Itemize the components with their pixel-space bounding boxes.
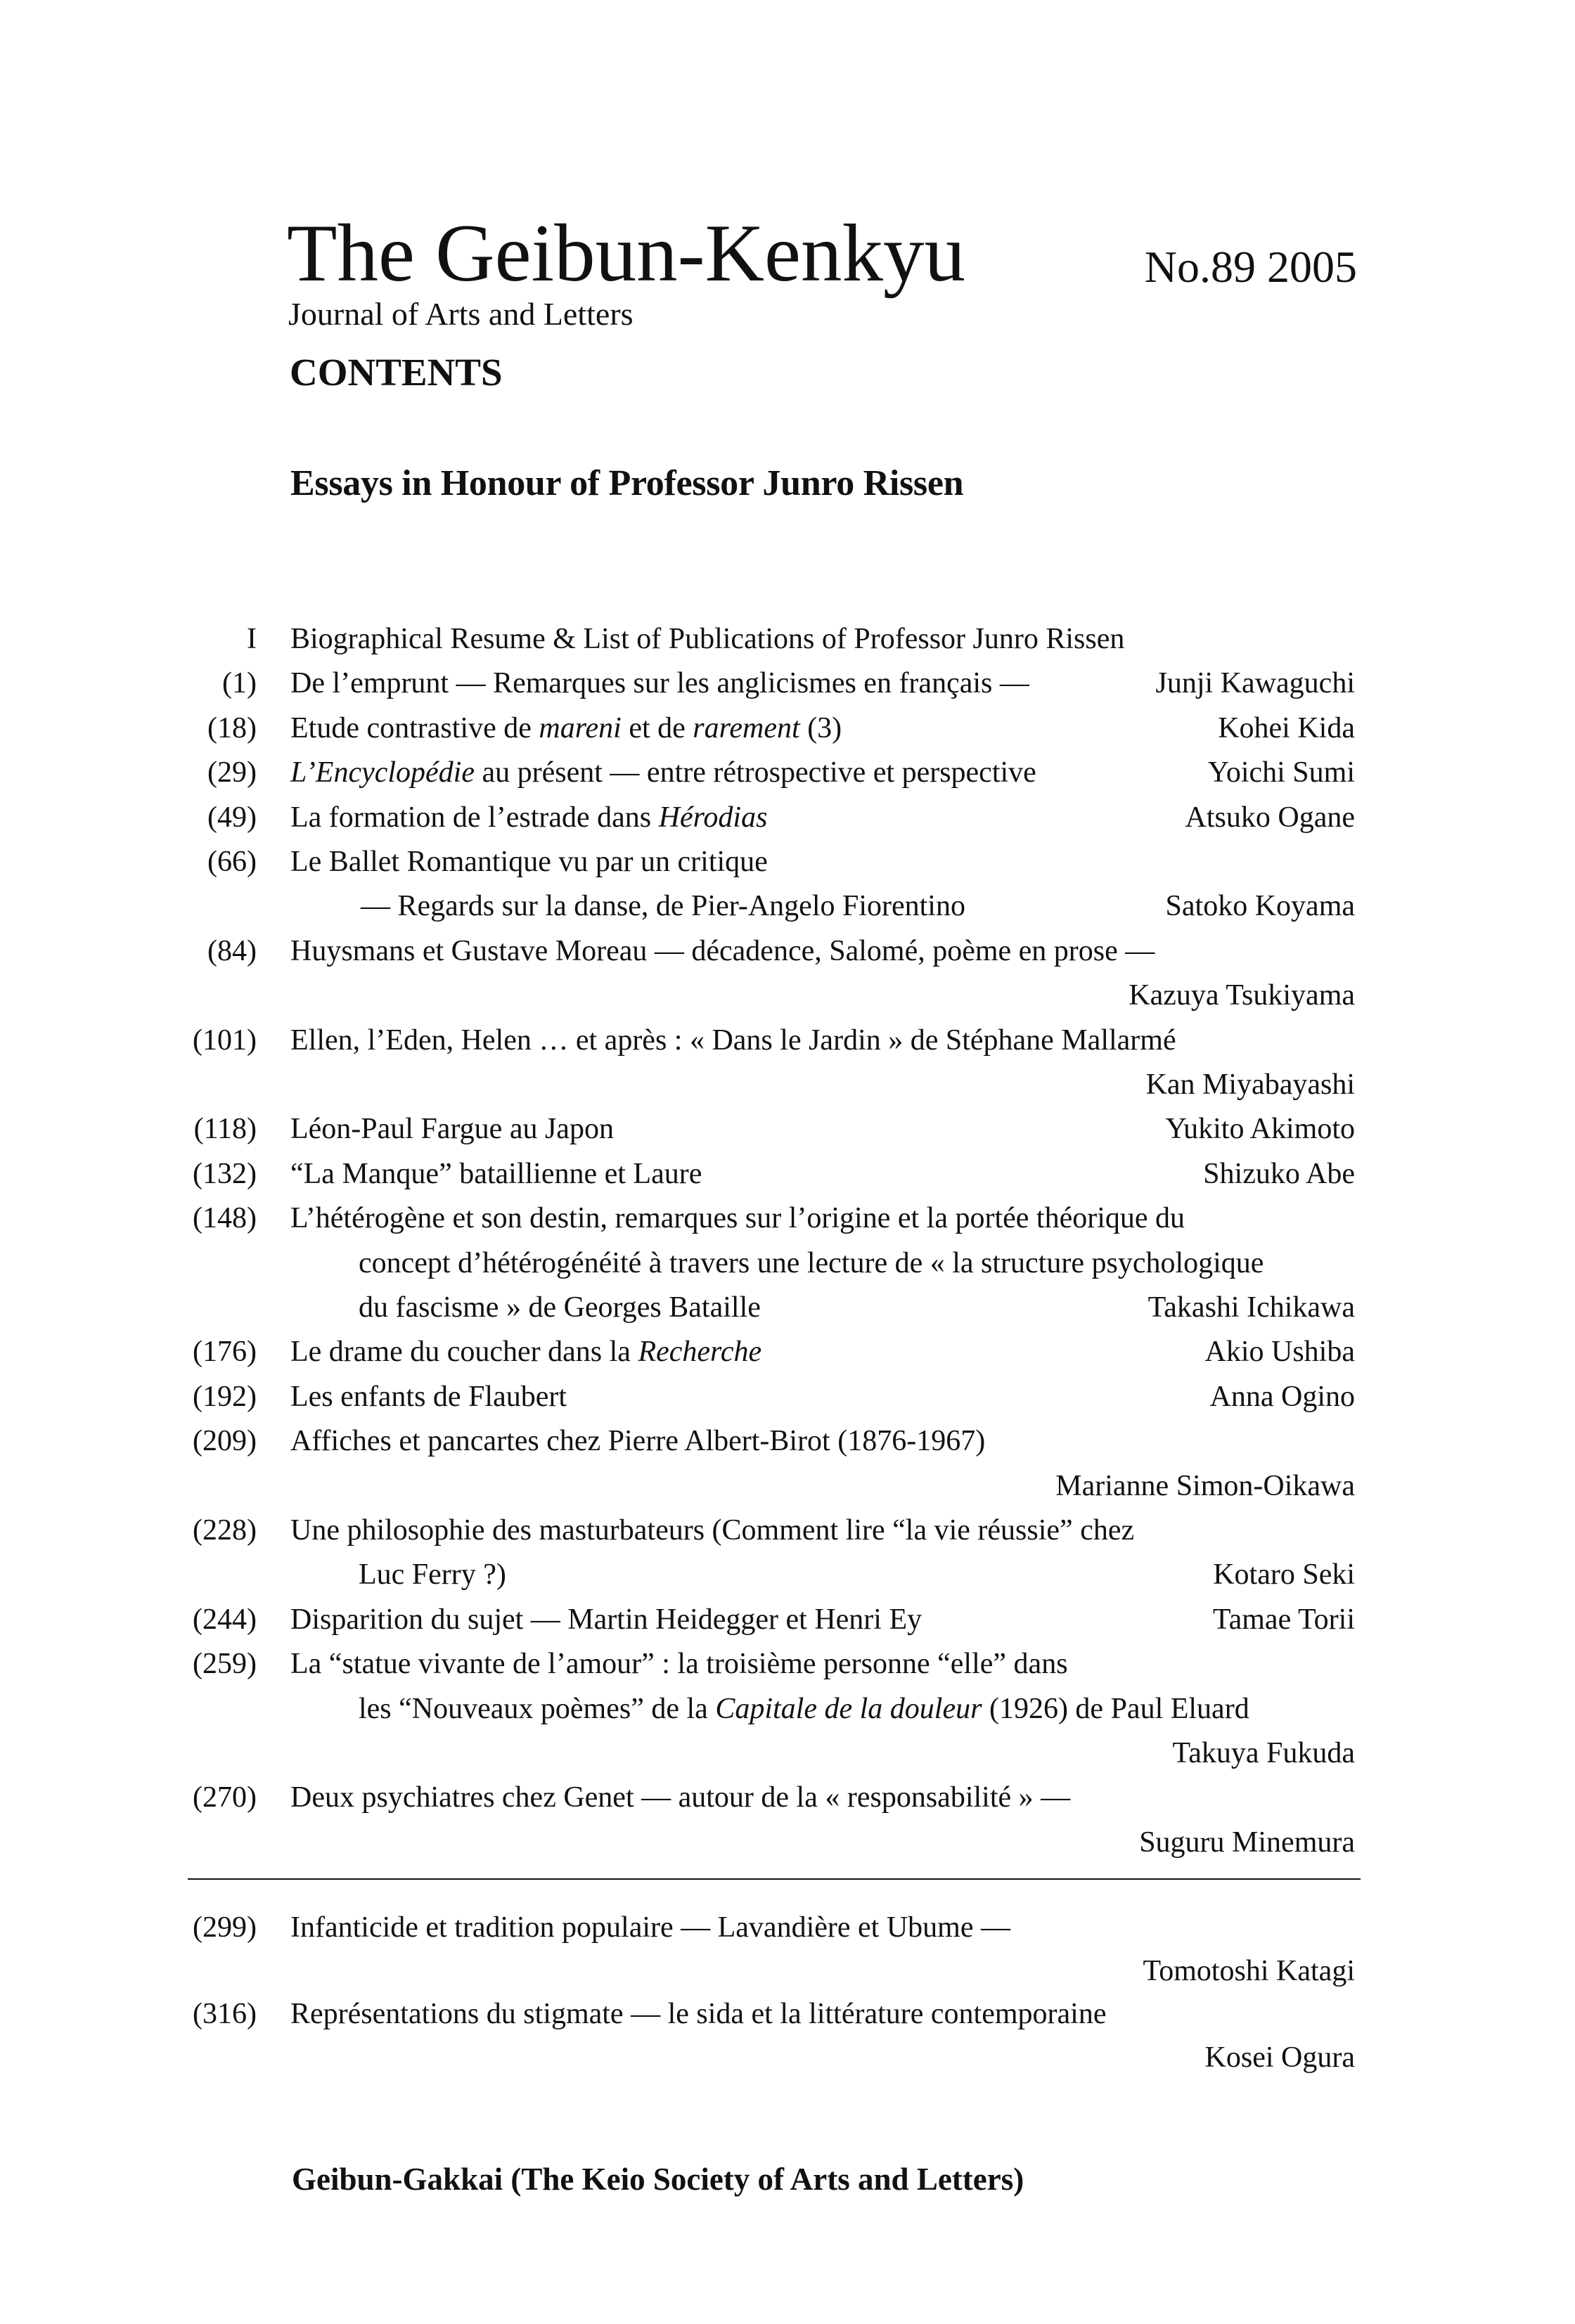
article-title — [290, 621, 1124, 657]
contents-heading: CONTENTS — [290, 351, 503, 394]
article-title — [290, 1780, 1070, 1815]
toc-line — [0, 1067, 1575, 1102]
title-segment: Huysmans et Gustave Moreau — décadence, Salomé, poème en prose — — [290, 935, 1155, 967]
title-segment: Disparition du sujet — Martin Heidegger et Henri Ey — [290, 1603, 922, 1636]
author-name: Kohei Kida — [1218, 712, 1355, 744]
author-name: Kazuya Tsukiyama — [1129, 979, 1355, 1012]
toc-line — [0, 800, 1575, 835]
article-title — [290, 844, 768, 879]
page-number: (148) — [193, 1202, 257, 1234]
author-name: Tomotoshi Katagi — [1143, 1955, 1355, 1987]
article-title — [290, 711, 842, 746]
article-title — [290, 1201, 1185, 1236]
page-number: (259) — [193, 1648, 257, 1680]
toc-line — [0, 1691, 1575, 1726]
article-title — [290, 1602, 922, 1637]
toc-line — [0, 1334, 1575, 1369]
article-title — [290, 1646, 1068, 1681]
page-number: (316) — [193, 1998, 257, 2030]
toc-line — [0, 755, 1575, 790]
article-title — [290, 1424, 985, 1459]
toc-line — [0, 1424, 1575, 1459]
title-segment: Ellen, l’Eden, Helen … et après : « Dans le Jardin » de Stéphane Mallarmé — [290, 1024, 1176, 1057]
title-segment: les “Nouveaux poèmes” de la — [359, 1693, 716, 1725]
article-title — [359, 1290, 761, 1325]
toc-line — [0, 1557, 1575, 1592]
author-name: Akio Ushiba — [1204, 1336, 1355, 1368]
toc-line — [0, 2040, 1575, 2075]
article-title — [290, 1996, 1106, 2032]
toc-line — [0, 1201, 1575, 1236]
title-segment: au présent — entre rétrospective et perspective — [475, 756, 1036, 789]
author-name: Tamae Torii — [1212, 1603, 1355, 1636]
title-segment: du fascisme » de Georges Bataille — [359, 1291, 761, 1324]
article-title — [359, 1691, 1249, 1726]
italic-title-segment: mareni — [539, 712, 622, 744]
journal-subtitle: Journal of Arts and Letters — [288, 296, 634, 332]
toc-line — [0, 844, 1575, 879]
toc-line — [0, 978, 1575, 1013]
toc-line — [0, 1996, 1575, 2032]
page-number: (244) — [193, 1603, 257, 1636]
toc-line — [0, 621, 1575, 657]
page-number: (209) — [193, 1425, 257, 1457]
author-name: Anna Ogino — [1209, 1381, 1355, 1413]
toc-line — [0, 1246, 1575, 1281]
toc-line — [0, 1825, 1575, 1860]
page-number: (192) — [193, 1381, 257, 1413]
author-name: Takashi Ichikawa — [1148, 1291, 1355, 1324]
title-segment: De l’emprunt — Remarques sur les anglicismes en français — — [290, 667, 1029, 699]
toc-line — [0, 934, 1575, 969]
page-number: (29) — [207, 756, 257, 789]
article-title — [290, 1334, 761, 1369]
page-number: (118) — [193, 1113, 257, 1145]
italic-title-segment: Capitale de la douleur — [715, 1693, 982, 1725]
toc-line — [0, 1646, 1575, 1681]
author-name: Takuya Fukuda — [1172, 1737, 1355, 1769]
title-segment: Représentations du stigmate — le sida et la littérature contemporaine — [290, 1998, 1107, 2030]
page-number: (84) — [207, 935, 257, 967]
journal-title: The Geibun-Kenkyu — [287, 208, 965, 299]
page-number: (66) — [207, 846, 257, 878]
page-number: (1) — [222, 667, 257, 699]
article-title — [290, 755, 1036, 790]
title-segment: — Regards sur la danse, de Pier-Angelo Fiorentino — [361, 890, 965, 922]
title-segment: Infanticide et tradition populaire — Lavandière et Ubume — — [290, 1911, 1010, 1944]
article-title — [290, 800, 767, 835]
page-number: (49) — [207, 801, 257, 834]
author-name: Marianne Simon-Oikawa — [1055, 1470, 1355, 1502]
article-title — [359, 1246, 1264, 1281]
title-segment: La formation de l’estrade dans — [290, 801, 659, 834]
page-number: (299) — [193, 1911, 257, 1944]
author-name: Kosei Ogura — [1204, 2041, 1355, 2074]
author-name: Suguru Minemura — [1139, 1826, 1355, 1859]
author-name: Atsuko Ogane — [1185, 801, 1355, 834]
title-segment: Deux psychiatres chez Genet — autour de la « responsabilité » — — [290, 1781, 1071, 1814]
page-number: (176) — [193, 1336, 257, 1368]
title-segment: Biographical Resume & List of Publications of Professor Junro Rissen — [290, 623, 1125, 655]
article-title — [290, 1910, 1010, 1945]
author-name: Yoichi Sumi — [1207, 756, 1355, 789]
article-title — [359, 1557, 506, 1592]
title-segment: Affiches et pancartes chez Pierre Albert-Birot (1876-1967) — [290, 1425, 986, 1457]
article-title — [290, 1023, 1176, 1058]
title-segment: Le Ballet Romantique vu par un critique — [290, 846, 768, 878]
issue-number-year: No.89 2005 — [1144, 242, 1357, 292]
toc-line — [0, 1111, 1575, 1147]
article-title — [290, 1111, 614, 1147]
toc-line — [0, 1513, 1575, 1548]
author-name: Satoko Koyama — [1165, 890, 1355, 922]
italic-title-segment: rarement — [693, 712, 800, 744]
toc-line — [0, 1023, 1575, 1058]
toc-line — [0, 1736, 1575, 1771]
title-segment: “La Manque” bataillienne et Laure — [290, 1158, 702, 1190]
author-name: Yukito Akimoto — [1165, 1113, 1355, 1145]
title-segment: et de — [621, 712, 693, 744]
article-title — [290, 934, 1155, 969]
title-segment: Etude contrastive de — [290, 712, 539, 744]
title-segment: L’hétérogène et son destin, remarques sur l’origine et la portée théorique du — [290, 1202, 1185, 1234]
title-segment: Léon-Paul Fargue au Japon — [290, 1113, 614, 1145]
italic-title-segment: L’Encyclopédie — [290, 756, 475, 789]
author-name: Shizuko Abe — [1203, 1158, 1355, 1190]
page-number: (132) — [193, 1158, 257, 1190]
toc-line — [0, 1910, 1575, 1945]
page-number: (101) — [193, 1024, 257, 1057]
toc-line — [0, 1780, 1575, 1815]
title-segment: concept d’hétérogénéité à travers une lecture de « la structure psychologique — [359, 1247, 1264, 1279]
title-segment: Luc Ferry ?) — [359, 1558, 506, 1591]
title-segment: Une philosophie des masturbateurs (Comment lire “la vie réussie” chez — [290, 1514, 1135, 1547]
page-number: (228) — [193, 1514, 257, 1547]
title-segment: (1926) de Paul Eluard — [982, 1693, 1249, 1725]
article-title — [290, 1513, 1134, 1548]
author-name: Kotaro Seki — [1213, 1558, 1355, 1591]
toc-line — [0, 1602, 1575, 1637]
toc-line — [0, 1156, 1575, 1192]
publisher-footer: Geibun-Gakkai (The Keio Society of Arts and Letters) — [292, 2162, 1024, 2197]
title-segment: Le drame du coucher dans la — [290, 1336, 638, 1368]
toc-line — [0, 666, 1575, 701]
page-number: I — [247, 623, 257, 655]
article-title — [290, 1156, 702, 1192]
italic-title-segment: Recherche — [638, 1336, 762, 1368]
section-heading: Essays in Honour of Professor Junro Rissen — [290, 463, 964, 503]
author-name: Junji Kawaguchi — [1155, 667, 1355, 699]
toc-line — [0, 711, 1575, 746]
page-number: (18) — [207, 712, 257, 744]
title-segment: (3) — [799, 712, 842, 744]
article-title — [290, 1379, 567, 1414]
title-segment: La “statue vivante de l’amour” : la troisième personne “elle” dans — [290, 1648, 1068, 1680]
section-divider — [188, 1878, 1361, 1880]
toc-line — [0, 1468, 1575, 1504]
toc-line — [0, 1954, 1575, 1989]
article-title — [361, 889, 965, 924]
article-title — [290, 666, 1029, 701]
toc-line — [0, 1290, 1575, 1325]
title-segment: Les enfants de Flaubert — [290, 1381, 567, 1413]
toc-line — [0, 889, 1575, 924]
italic-title-segment: Hérodias — [658, 801, 768, 834]
toc-line — [0, 1379, 1575, 1414]
page-number: (270) — [193, 1781, 257, 1814]
author-name: Kan Miyabayashi — [1145, 1069, 1355, 1101]
